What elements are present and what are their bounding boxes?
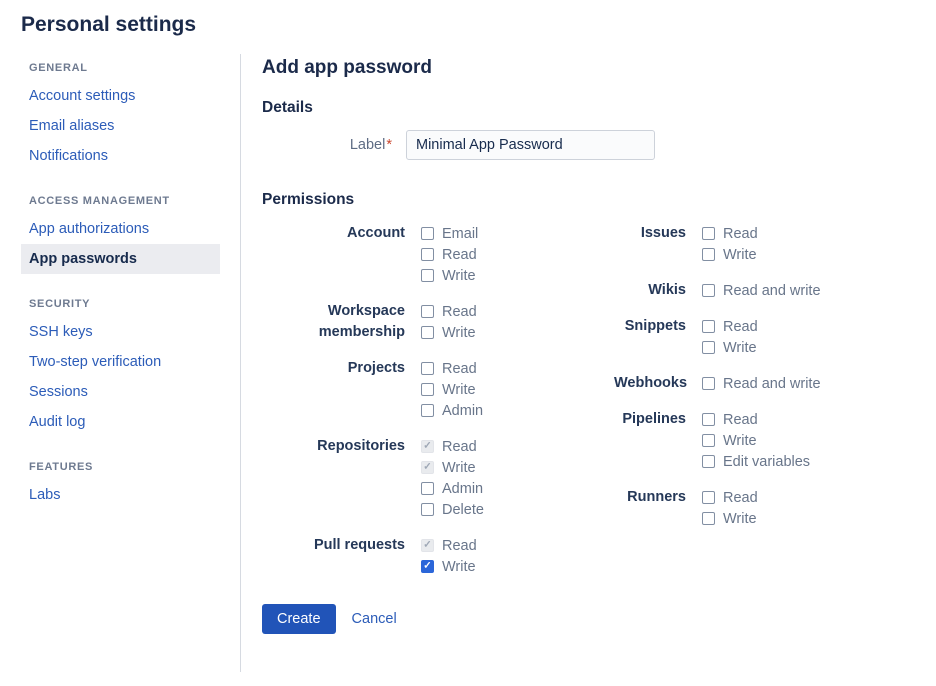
checkbox-label: Read — [442, 246, 477, 263]
permission-option-pull-requests-read — [421, 535, 614, 556]
permission-option-snippets-write[interactable] — [702, 337, 821, 358]
checkbox-issues-read[interactable] — [702, 227, 715, 240]
sidebar-item-app-passwords[interactable]: App passwords — [21, 244, 220, 274]
checkbox-label: Admin — [442, 480, 484, 497]
page-header — [0, 0, 936, 37]
permission-options-pipelines — [702, 409, 821, 472]
checkbox-label: Edit variables — [723, 453, 811, 470]
checkbox-runners-write[interactable] — [702, 512, 715, 525]
permission-group-label-pipelines: Pipelines — [622, 411, 686, 427]
sidebar-section-heading: FEATURES — [29, 461, 94, 473]
permission-option-snippets-read[interactable] — [702, 316, 821, 337]
permission-option-issues-write[interactable] — [702, 244, 821, 265]
permission-option-account-write[interactable] — [421, 265, 614, 286]
checkbox-account-write[interactable] — [421, 269, 434, 282]
checkbox-label: Write — [442, 324, 476, 341]
permission-option-issues-read[interactable] — [702, 223, 821, 244]
checkbox-label: Write — [442, 459, 476, 476]
sidebar-item-notifications[interactable]: Notifications — [29, 148, 108, 164]
checkbox-label: Write — [723, 339, 757, 356]
form-actions — [262, 604, 915, 634]
checkbox-label: Read — [442, 360, 477, 377]
sidebar-section-security — [21, 298, 240, 437]
checkbox-projects-admin[interactable] — [421, 404, 434, 417]
checkbox-pull-requests-write[interactable] — [421, 560, 434, 573]
sidebar-item-sessions[interactable]: Sessions — [29, 384, 88, 400]
permission-option-workspace-membership-write[interactable] — [421, 322, 614, 343]
checkbox-label: Read — [723, 411, 758, 428]
check-icon: ✓ — [423, 440, 432, 451]
permission-options-pull-requests — [421, 535, 614, 577]
checkbox-label: Read and write — [723, 375, 821, 392]
checkbox-label: Read — [723, 225, 758, 242]
permissions-columns — [262, 223, 915, 577]
permission-option-projects-admin[interactable] — [421, 400, 614, 421]
permission-group-label-wikis: Wikis — [648, 282, 686, 298]
sidebar-item-ssh-keys[interactable]: SSH keys — [29, 324, 93, 340]
checkbox-label: Read — [723, 489, 758, 506]
checkbox-issues-write[interactable] — [702, 248, 715, 261]
label-field-label — [262, 137, 392, 153]
permission-option-pipelines-read[interactable] — [702, 409, 821, 430]
checkbox-snippets-write[interactable] — [702, 341, 715, 354]
checkbox-repositories-admin[interactable] — [421, 482, 434, 495]
permission-option-wikis-read-and-write[interactable] — [702, 280, 821, 301]
details-heading: Details — [262, 99, 313, 116]
checkbox-projects-read[interactable] — [421, 362, 434, 375]
permission-options-runners — [702, 487, 821, 529]
permission-group-label-repositories: Repositories — [317, 438, 405, 454]
label-field-row — [262, 130, 915, 160]
sidebar-section-heading: SECURITY — [29, 298, 91, 310]
permission-options-workspace-membership — [421, 301, 614, 343]
sidebar-section-general — [21, 62, 240, 171]
permission-options-wikis — [702, 280, 821, 301]
checkbox-label: Email — [442, 225, 479, 242]
permission-options-repositories — [421, 436, 614, 520]
permissions-column-1 — [262, 223, 614, 577]
permission-group-label-workspace-membership: Workspace membership — [318, 303, 405, 340]
checkbox-label: Admin — [442, 402, 484, 419]
sidebar-item-audit-log[interactable]: Audit log — [29, 414, 86, 430]
permission-option-projects-write[interactable] — [421, 379, 614, 400]
permission-group-label-account: Account — [347, 225, 405, 241]
checkbox-label: Delete — [442, 501, 484, 518]
sidebar-item-email-aliases[interactable]: Email aliases — [29, 118, 115, 134]
sidebar-section-features — [21, 461, 240, 510]
form-title: Add app password — [262, 57, 432, 78]
checkbox-label: Read — [442, 438, 477, 455]
permission-option-repositories-delete[interactable] — [421, 499, 614, 520]
cancel-link[interactable]: Cancel — [351, 611, 397, 627]
checkbox-workspace-membership-write[interactable] — [421, 326, 434, 339]
check-icon: ✓ — [423, 539, 432, 550]
permission-option-runners-write[interactable] — [702, 508, 821, 529]
checkbox-account-email[interactable] — [421, 227, 434, 240]
checkbox-projects-write[interactable] — [421, 383, 434, 396]
main-content — [241, 54, 936, 672]
sidebar-item-two-step-verification[interactable]: Two-step verification — [29, 354, 162, 370]
checkbox-pipelines-read[interactable] — [702, 413, 715, 426]
checkbox-pull-requests-read — [421, 539, 434, 552]
permission-option-projects-read[interactable] — [421, 358, 614, 379]
permissions-heading: Permissions — [262, 191, 355, 208]
sidebar-section-heading: ACCESS MANAGEMENT — [29, 195, 170, 207]
checkbox-snippets-read[interactable] — [702, 320, 715, 333]
checkbox-label: Write — [442, 381, 476, 398]
sidebar-item-app-authorizations[interactable]: App authorizations — [29, 221, 150, 237]
label-field-label-text: Label — [349, 137, 386, 153]
checkbox-label: Read and write — [723, 282, 821, 299]
checkbox-pipelines-write[interactable] — [702, 434, 715, 447]
permission-group-label-pull-requests: Pull requests — [313, 537, 405, 553]
permission-options-webhooks — [702, 373, 821, 394]
sidebar-item-account-settings[interactable]: Account settings — [29, 88, 136, 104]
permission-options-issues — [702, 223, 821, 265]
permission-option-account-read[interactable] — [421, 244, 614, 265]
checkbox-account-read[interactable] — [421, 248, 434, 261]
permission-option-repositories-read — [421, 436, 614, 457]
page-title: Personal settings — [21, 13, 197, 36]
permission-option-workspace-membership-read[interactable] — [421, 301, 614, 322]
checkbox-webhooks-read-and-write[interactable] — [702, 377, 715, 390]
sidebar-section-heading: GENERAL — [29, 62, 88, 74]
checkbox-workspace-membership-read[interactable] — [421, 305, 434, 318]
permission-option-account-email[interactable] — [421, 223, 614, 244]
label-input[interactable] — [406, 130, 655, 160]
checkbox-repositories-read — [421, 440, 434, 453]
checkbox-label: Write — [723, 510, 757, 527]
checkbox-label: Write — [723, 246, 757, 263]
permission-options-snippets — [702, 316, 821, 358]
permission-options-account — [421, 223, 614, 286]
check-icon: ✓ — [423, 560, 432, 571]
checkbox-label: Read — [442, 303, 477, 320]
permission-option-webhooks-read-and-write[interactable] — [702, 373, 821, 394]
checkbox-repositories-write — [421, 461, 434, 474]
permission-option-repositories-admin[interactable] — [421, 478, 614, 499]
check-icon: ✓ — [423, 461, 432, 472]
permission-option-pull-requests-write[interactable] — [421, 556, 614, 577]
permissions-column-2 — [614, 223, 821, 529]
permission-group-label-runners: Runners — [627, 489, 686, 505]
sidebar — [0, 54, 241, 672]
create-button[interactable]: Create — [262, 604, 336, 634]
permission-option-pipelines-write[interactable] — [702, 430, 821, 451]
permission-option-pipelines-edit-variables[interactable] — [702, 451, 821, 472]
permission-option-repositories-write — [421, 457, 614, 478]
permission-group-label-webhooks: Webhooks — [614, 375, 688, 391]
checkbox-label: Write — [723, 432, 757, 449]
checkbox-label: Read — [723, 318, 758, 335]
checkbox-runners-read[interactable] — [702, 491, 715, 504]
sidebar-item-labs[interactable]: Labs — [29, 487, 61, 503]
checkbox-label: Write — [442, 267, 476, 284]
permission-group-label-issues: Issues — [640, 225, 686, 241]
permission-options-projects — [421, 358, 614, 421]
checkbox-label: Write — [442, 558, 476, 575]
layout — [0, 54, 936, 672]
checkbox-wikis-read-and-write[interactable] — [702, 284, 715, 297]
permission-option-runners-read[interactable] — [702, 487, 821, 508]
checkbox-label: Read — [442, 537, 477, 554]
required-asterisk: * — [386, 137, 392, 153]
sidebar-section-access-management — [21, 195, 240, 274]
checkbox-repositories-delete[interactable] — [421, 503, 434, 516]
permission-group-label-snippets: Snippets — [624, 318, 686, 334]
permission-group-label-projects: Projects — [347, 360, 405, 376]
checkbox-pipelines-edit-variables[interactable] — [702, 455, 715, 468]
